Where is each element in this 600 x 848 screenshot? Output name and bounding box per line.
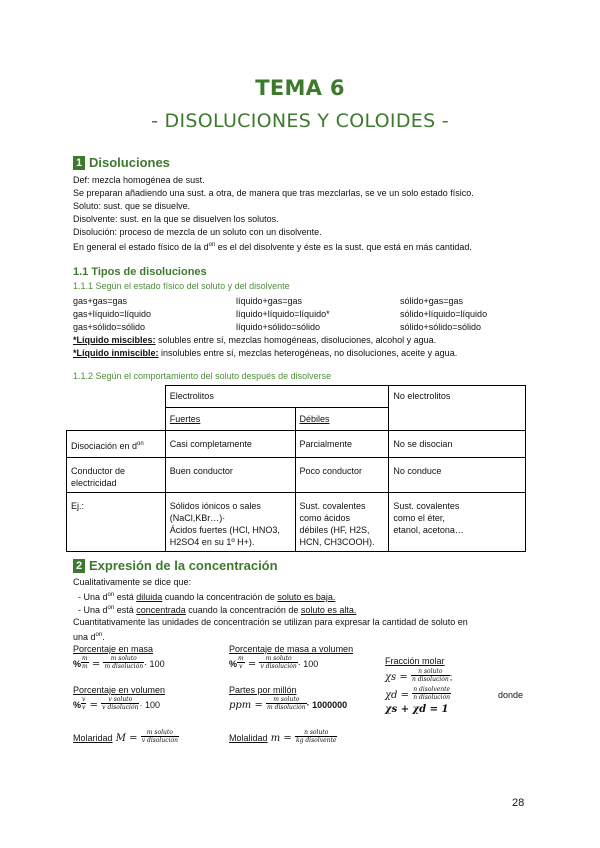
cell-conductor-no: No conduce: [389, 458, 526, 493]
page-title: TEMA 6: [255, 76, 345, 100]
section-1-1-heading: 1.1 Tipos de disoluciones: [73, 266, 207, 278]
label-partes-por-millon: Partes por millón: [229, 685, 297, 695]
label-porcentaje-volumen: Porcentaje en volumen: [73, 685, 166, 695]
row-conductor-label: Conductor de electricidad: [67, 458, 166, 493]
section-1-title: Disoluciones: [89, 155, 170, 170]
concentrada-bullet: - Una $d^{on}$ está concentrada cuando la concentración de soluto es alta.: [78, 605, 357, 615]
formula-fraccion-disolvente: χd = $\frac{\text{n disolvente}}{\text{n disolución}}$: [385, 686, 451, 702]
formula-molaridad: Molaridad M = $\frac{\text{m soluto}}{\text{v disolución}}$: [73, 729, 178, 745]
combo-col2-row2: líquido+líquido=líquido*: [236, 309, 330, 319]
cell-disociacion-no: No se disocian: [389, 431, 526, 458]
formula-ppm: ppm = $\frac{\text{m soluto}}{\text{m disolución}}$ · 1000000: [229, 696, 348, 712]
cell-ejemplos-fuertes: Sólidos iónicos o sales (NaCl,KBr…)· Ácidos fuertes (HCl, HNO3, H2SO4 en su 1º H+).: [165, 493, 295, 552]
formula-porcentaje-masa-volumen: % $\frac{m}{v}$ = $\frac{\text{m soluto}}{\text{v disolución}}$ · 100: [229, 655, 319, 671]
quantitative-line-1: Cuantitativamente las unidades de concentración se utilizan para expresar la cantidad de soluto en: [73, 617, 468, 627]
cell-ejemplos-debiles: Sust. covalentes como ácidos débiles (HF, H2S, HCN, CH3COOH).: [295, 493, 389, 552]
combo-col3-row2: sólido+líquido=líquido: [400, 309, 488, 319]
page-subtitle: - DISOLUCIONES Y COLOIDES -: [151, 110, 449, 132]
combo-col2-row3: líquido+sólido=sólido: [236, 322, 321, 332]
donde-text: donde: [498, 690, 524, 700]
section-1-1-1-heading: 1.1.1 Según el estado físico del soluto y del disolvente: [73, 281, 290, 291]
section-2-title: Expresión de la concentración: [89, 558, 278, 573]
combo-col3-row1: sólido+gas=gas: [400, 296, 464, 306]
label-porcentaje-masa-volumen: Porcentaje de masa a volumen: [229, 644, 354, 654]
general-line: En general el estado físico de la $d^{on}$ es el del disolvente y éste es la sust. que está en más cantidad.: [73, 242, 472, 252]
formula-fraccion-suma: χs + χd = 1: [385, 704, 449, 715]
combo-col1-row3: gas+sólido=sólido: [73, 322, 146, 332]
formula-porcentaje-masa: % $\frac{m}{m}$ = $\frac{\text{m soluto}}{\text{m disolución}}$ · 100: [73, 655, 165, 671]
page-number: 28: [512, 797, 525, 809]
header-fuertes: Fuertes: [165, 408, 295, 431]
combo-col2-row1: líquido+gas=gas: [236, 296, 303, 306]
def-line: Def: mezcla homogénea de sust.: [73, 175, 205, 185]
section-1-1-2-heading: 1.1.2 Según el comportamiento del soluto después de disolverse: [73, 371, 332, 381]
cell-conductor-debiles: Poco conductor: [295, 458, 389, 493]
header-electrolitos: Electrolitos: [165, 386, 389, 408]
electrolytes-table: [66, 385, 526, 552]
disolvente-line: Disolvente: sust. en la que se disuelven los solutos.: [73, 214, 279, 224]
cell-ejemplos-no: Sust. covalentes como el éter, etanol, acetona…: [389, 493, 526, 552]
cell-disociacion-debiles: Parcialmente: [295, 431, 389, 458]
formula-porcentaje-volumen: % $\frac{v}{v}$ = $\frac{\text{v soluto}}{\text{v disolución}}$ · 100: [73, 696, 160, 712]
formula-fraccion-soluto: χs = $\frac{\text{n soluto}}{\text{n disolución}}$ ;: [385, 668, 453, 684]
section-2-heading: [73, 558, 278, 573]
section-number-badge: 1: [73, 156, 85, 170]
header-no-electrolitos: No electrolitos: [389, 386, 526, 431]
cell-disociacion-fuertes: Casi completamente: [165, 431, 295, 458]
inmiscible-line: *Líquido inmiscible: insolubles entre sí, mezclas heterogéneas, no disoluciones, aceite y agua.: [73, 348, 458, 358]
prep-line: Se preparan añadiendo una sust. a otra, de manera que tras mezclarlas, se ve un solo estado físico.: [73, 188, 474, 198]
label-porcentaje-masa: Porcentaje en masa: [73, 644, 154, 654]
diluida-bullet: - Una $d^{on}$ está diluida cuando la concentración de soluto es baja.: [78, 592, 336, 602]
combo-col1-row2: gas+líquido=líquido: [73, 309, 152, 319]
disolucion-line: Disolución: proceso de mezcla de un soluto con un disolvente.: [73, 227, 322, 237]
row-disociacion-label: Disociación en $d^{on}$: [67, 431, 166, 458]
table-empty-corner: [67, 386, 166, 408]
header-debiles: Débiles: [295, 408, 389, 431]
qualitative-intro: Cualitativamente se dice que:: [73, 577, 192, 587]
miscibles-line: *Líquido miscibles: solubles entre sí, mezclas homogéneas, disoluciones, alcohol y agua.: [73, 335, 437, 345]
soluto-line: Soluto: sust. que se disuelve.: [73, 201, 191, 211]
row-ejemplos-label: Ej.:: [67, 493, 166, 552]
formula-molalidad: Molalidad m = $\frac{\text{n soluto}}{\text{kg disolvente}}$: [229, 729, 337, 745]
cell-conductor-fuertes: Buen conductor: [165, 458, 295, 493]
section-number-badge-2: 2: [73, 559, 85, 573]
quantitative-line-2: una $d^{on}$.: [73, 632, 105, 642]
combo-col1-row1: gas+gas=gas: [73, 296, 128, 306]
table-empty-corner-2: [67, 408, 166, 431]
combo-col3-row3: sólido+sólido=sólido: [400, 322, 482, 332]
label-fraccion-molar: Fracción molar: [385, 656, 445, 666]
section-1-heading: [73, 155, 170, 170]
